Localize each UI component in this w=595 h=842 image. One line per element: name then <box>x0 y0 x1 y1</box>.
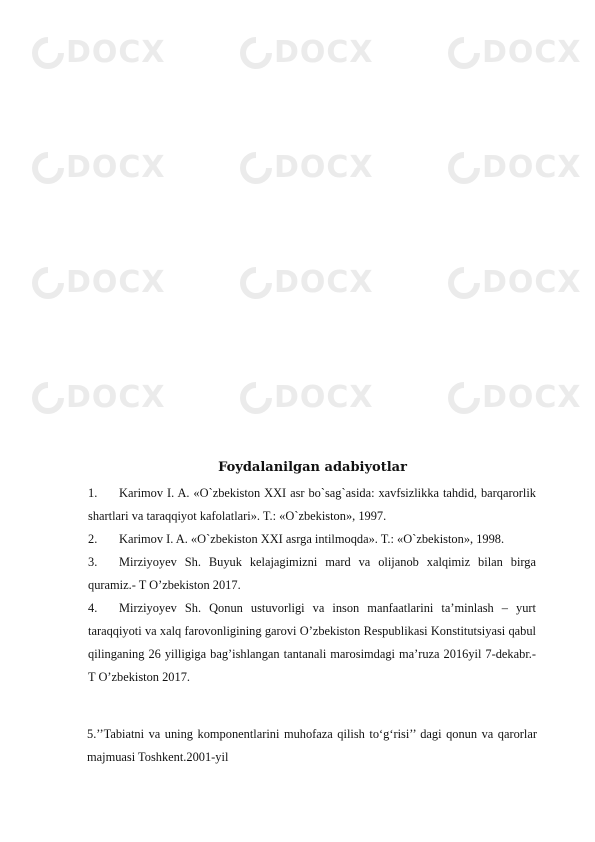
watermark <box>240 379 374 417</box>
watermark-text: DOCX <box>482 150 582 185</box>
watermark <box>240 149 374 187</box>
reference-item <box>88 528 536 551</box>
docx-logo-icon <box>448 381 480 415</box>
reference-number: 2. <box>88 532 98 546</box>
docx-logo-icon <box>448 36 480 70</box>
docx-logo-icon <box>32 381 64 415</box>
reference-text: Karimov I. A. «O`zbekiston XXI asrga intilmoqda». T.: «O`zbekiston», 1998. <box>119 532 505 546</box>
reference-item <box>88 482 536 528</box>
watermark-text: DOCX <box>66 380 166 415</box>
watermark <box>32 379 166 417</box>
docx-logo-icon <box>32 266 64 300</box>
watermark <box>32 34 166 72</box>
watermark-text: DOCX <box>66 265 166 300</box>
watermark <box>448 264 582 302</box>
watermark-text: DOCX <box>274 265 374 300</box>
reference-number: 3. <box>88 555 98 569</box>
watermark <box>240 34 374 72</box>
reference-number: 1. <box>88 486 98 500</box>
docx-logo-icon <box>240 266 272 300</box>
reference-item-5: 5.’’Tabiatni va uning komponentlarini muhofaza qilish to‘g‘risi’’ dagi qonun va qarorlar majmuasi Toshkent.2001-yil <box>87 727 537 764</box>
references-list <box>88 482 536 689</box>
watermark <box>448 149 582 187</box>
docx-logo-icon <box>448 151 480 185</box>
watermark-text: DOCX <box>274 380 374 415</box>
docx-logo-icon <box>240 381 272 415</box>
reference-text: Mirziyoyev Sh. Buyuk kelajagimizni mard va olijanob xalqimiz bilan birga quramiz.- T O’zbekiston 2017. <box>88 555 536 592</box>
watermark <box>32 264 166 302</box>
watermark-text: DOCX <box>482 35 582 70</box>
reference-item <box>88 597 536 689</box>
reference-text: Karimov I. A. «O`zbekiston XXI asr bo`sag`asida: xavfsizlikka tahdid, barqarorlik shartlari va taraqqiyot kafolatlari». T.: «O`zbekiston», 1997. <box>88 486 536 523</box>
watermark-text: DOCX <box>274 35 374 70</box>
docx-logo-icon <box>32 151 64 185</box>
references-heading: Foydalanilgan adabiyotlar <box>218 460 407 475</box>
watermark-text: DOCX <box>482 380 582 415</box>
watermark-text: DOCX <box>66 35 166 70</box>
watermark-text: DOCX <box>274 150 374 185</box>
reference-number: 4. <box>88 601 98 615</box>
watermark-text: DOCX <box>66 150 166 185</box>
watermark <box>32 149 166 187</box>
watermark-text: DOCX <box>482 265 582 300</box>
watermark <box>448 34 582 72</box>
docx-logo-icon <box>240 36 272 70</box>
watermark <box>448 379 582 417</box>
reference-item <box>88 551 536 597</box>
watermark <box>240 264 374 302</box>
reference-text: Mirziyoyev Sh. Qonun ustuvorligi va inson manfaatlarini ta’minlash – yurt taraqqiyoti va xalq farovonligining garovi O’zbekiston Respublikasi Konstitutsiyasi qabul qilinganing 26 yilligiga bag’ishlangan tantanali marosimdagi ma’ruza 2016yil 7-dekabr.- T O’zbekiston 2017. <box>88 601 536 684</box>
docx-logo-icon <box>240 151 272 185</box>
docx-logo-icon <box>32 36 64 70</box>
docx-logo-icon <box>448 266 480 300</box>
